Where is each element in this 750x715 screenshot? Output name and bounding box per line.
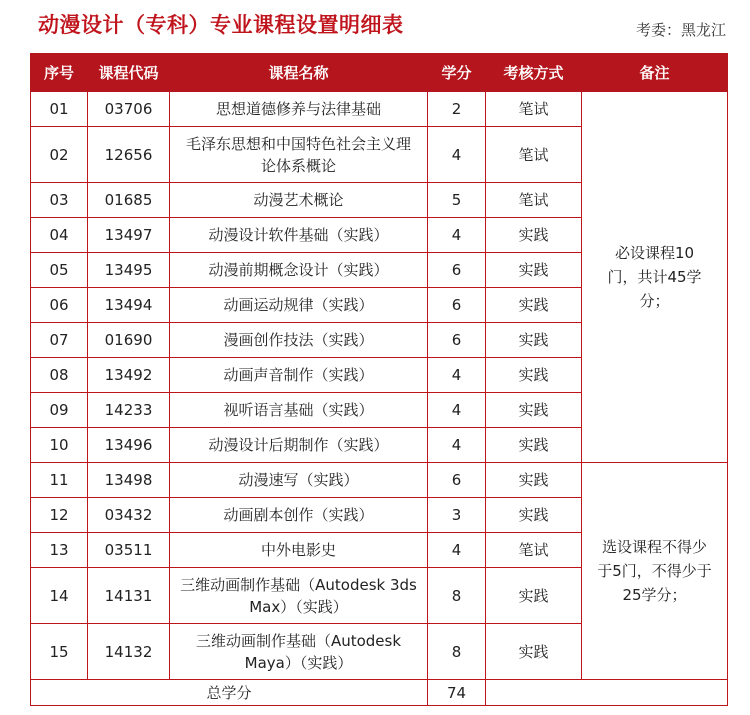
cell-credits: 4 [428,393,486,428]
cell-index: 06 [31,288,88,323]
total-credits-label: 总学分 [31,680,428,706]
cell-course-name: 三维动画制作基础（Autodesk 3ds Max）（实践） [170,568,428,624]
cell-index: 08 [31,358,88,393]
cell-exam-type: 笔试 [486,533,582,568]
cell-course-code: 03511 [88,533,170,568]
cell-course-name: 漫画创作技法（实践） [170,323,428,358]
cell-course-name: 动画运动规律（实践） [170,288,428,323]
cell-credits: 6 [428,253,486,288]
cell-course-code: 12656 [88,127,170,183]
course-table [30,53,728,706]
cell-course-name: 动漫艺术概论 [170,183,428,218]
cell-exam-type: 实践 [486,428,582,463]
cell-course-name: 动漫设计后期制作（实践） [170,428,428,463]
cell-exam-type: 笔试 [486,92,582,127]
cell-course-code: 13492 [88,358,170,393]
cell-index: 01 [31,92,88,127]
header-exam-type: 考核方式 [486,54,582,92]
cell-course-name: 动漫前期概念设计（实践） [170,253,428,288]
cell-course-code: 01685 [88,183,170,218]
cell-index: 09 [31,393,88,428]
cell-index: 13 [31,533,88,568]
required-courses-note: 必设课程10门，共计45学分； [582,92,728,463]
header-notes: 备注 [582,54,728,92]
header-credits: 学分 [428,54,486,92]
header-index: 序号 [31,54,88,92]
cell-exam-type: 实践 [486,323,582,358]
cell-course-code: 14132 [88,624,170,680]
cell-index: 05 [31,253,88,288]
cell-course-code: 14233 [88,393,170,428]
header-course-name: 课程名称 [170,54,428,92]
table-row [31,92,728,127]
cell-course-code: 13495 [88,253,170,288]
cell-exam-type: 实践 [486,358,582,393]
cell-credits: 8 [428,568,486,624]
cell-exam-type: 实践 [486,393,582,428]
cell-index: 04 [31,218,88,253]
cell-exam-type: 实践 [486,624,582,680]
cell-index: 02 [31,127,88,183]
cell-course-name: 思想道德修养与法律基础 [170,92,428,127]
total-row [31,680,728,706]
cell-exam-type: 实践 [486,288,582,323]
cell-course-code: 14131 [88,568,170,624]
cell-credits: 4 [428,127,486,183]
course-table-container [30,53,727,706]
cell-credits: 6 [428,463,486,498]
cell-course-name: 动画剧本创作（实践） [170,498,428,533]
cell-credits: 6 [428,288,486,323]
exam-committee-label: 考委：黑龙江 [635,21,726,39]
cell-course-code: 03432 [88,498,170,533]
cell-index: 07 [31,323,88,358]
cell-credits: 4 [428,533,486,568]
cell-exam-type: 实践 [486,463,582,498]
cell-course-name: 毛泽东思想和中国特色社会主义理论体系概论 [170,127,428,183]
cell-exam-type: 实践 [486,498,582,533]
cell-credits: 2 [428,92,486,127]
cell-exam-type: 实践 [486,253,582,288]
cell-index: 12 [31,498,88,533]
cell-exam-type: 实践 [486,218,582,253]
cell-course-name: 动漫速写（实践） [170,463,428,498]
cell-credits: 4 [428,218,486,253]
cell-course-code: 03706 [88,92,170,127]
cell-index: 10 [31,428,88,463]
page-title: 动漫设计（专科）专业课程设置明细表 [38,13,404,37]
cell-credits: 4 [428,428,486,463]
cell-credits: 5 [428,183,486,218]
cell-course-name: 三维动画制作基础（Autodesk Maya）（实践） [170,624,428,680]
table-row [31,463,728,498]
cell-course-code: 13498 [88,463,170,498]
header-course-code: 课程代码 [88,54,170,92]
cell-course-name: 动漫设计软件基础（实践） [170,218,428,253]
elective-courses-note: 选设课程不得少于5门，不得少于25学分； [582,463,728,680]
total-credits-value: 74 [428,680,486,706]
cell-course-code: 01690 [88,323,170,358]
cell-course-name: 视听语言基础（实践） [170,393,428,428]
cell-credits: 6 [428,323,486,358]
total-row-empty-cell [486,680,728,706]
cell-index: 03 [31,183,88,218]
cell-credits: 4 [428,358,486,393]
cell-exam-type: 笔试 [486,183,582,218]
cell-exam-type: 笔试 [486,127,582,183]
cell-credits: 3 [428,498,486,533]
cell-credits: 8 [428,624,486,680]
cell-index: 11 [31,463,88,498]
cell-index: 15 [31,624,88,680]
cell-course-name: 动画声音制作（实践） [170,358,428,393]
cell-course-name: 中外电影史 [170,533,428,568]
cell-course-code: 13497 [88,218,170,253]
table-header-row [31,54,728,92]
cell-exam-type: 实践 [486,568,582,624]
cell-course-code: 13494 [88,288,170,323]
cell-index: 14 [31,568,88,624]
cell-course-code: 13496 [88,428,170,463]
